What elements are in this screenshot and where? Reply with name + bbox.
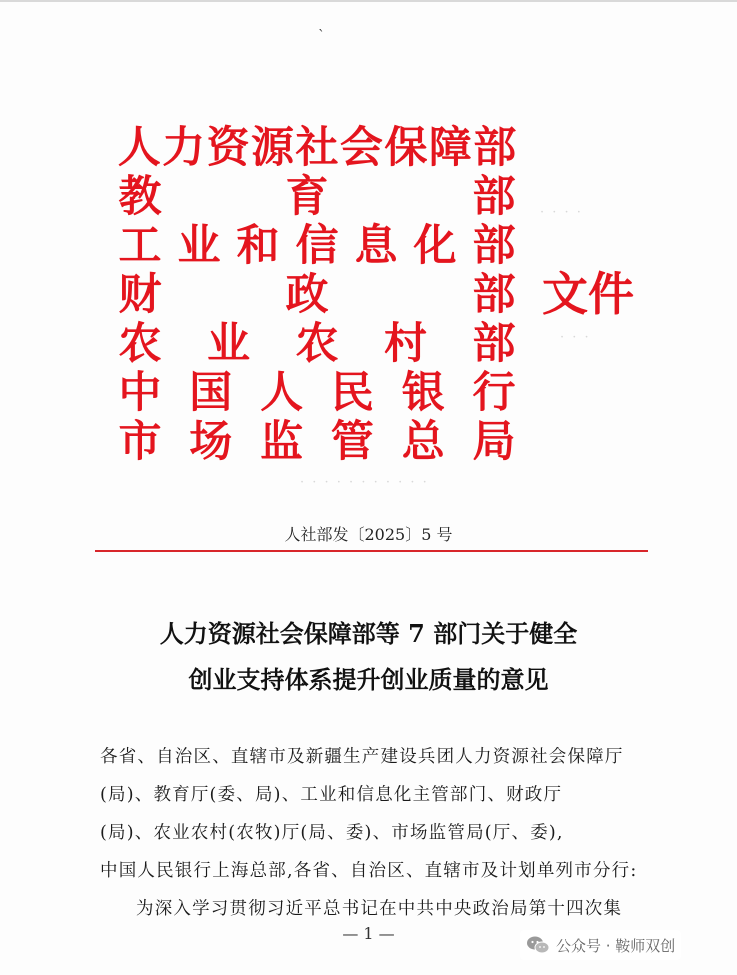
issuer-char: 部 <box>472 319 516 369</box>
issuer-char: 化 <box>413 221 457 271</box>
issuer-char: 部 <box>472 270 516 320</box>
bleed-through: · · · · · · · · · · · <box>300 475 429 490</box>
issuer-char: 民 <box>330 368 374 418</box>
issuer-char: 教 <box>118 172 162 222</box>
issuer-char: 育 <box>285 172 329 222</box>
issuer-char: 障 <box>428 123 472 173</box>
issuer-row <box>117 218 517 274</box>
issuer-char: 市 <box>118 417 162 467</box>
issuer-char: 社 <box>295 123 339 173</box>
top-border <box>0 0 737 2</box>
issuer-char: 监 <box>260 417 304 467</box>
body-line: (局)、教育厅(委、局)、工业和信息化主管部门、财政厅 <box>100 785 563 805</box>
body-line: 为深入学习贯彻习近平总书记在中共中央政治局第十四次集 <box>136 899 623 919</box>
issuer-char: 部 <box>473 123 517 173</box>
bleed-through: · · · <box>560 330 591 345</box>
issuer-char: 政 <box>285 270 329 320</box>
body-line: (局)、农业农村(农牧)厅(局、委)、市场监管局(厅、委), <box>100 823 564 843</box>
issuer-char: 信 <box>295 221 339 271</box>
issuer-char: 源 <box>251 123 295 173</box>
document-body <box>100 738 652 928</box>
page-number: — 1 — <box>342 924 395 943</box>
issuer-char: 人 <box>260 368 304 418</box>
issuer-row <box>117 414 517 470</box>
issuer-char: 部 <box>472 221 516 271</box>
issuer-char: 银 <box>401 368 445 418</box>
body-line: 中国人民银行上海总部,各省、自治区、直辖市及计划单列市分行: <box>100 861 638 881</box>
issuer-char: 村 <box>384 319 427 369</box>
issuer-char: 力 <box>162 123 206 173</box>
issuer-char: 财 <box>118 270 162 320</box>
issuer-char: 总 <box>401 417 445 467</box>
issuer-row <box>117 120 517 176</box>
issuer-char: 工 <box>118 221 162 271</box>
wechat-watermark <box>520 930 681 960</box>
issuer-char: 场 <box>189 417 233 467</box>
issuer-char: 和 <box>236 221 280 271</box>
issuer-row <box>117 267 517 323</box>
issuer-char: 息 <box>354 221 398 271</box>
issuer-char: 国 <box>189 368 233 418</box>
issuer-char: 行 <box>472 368 516 418</box>
scan-speck: ˋ <box>318 28 325 44</box>
issuer-row <box>117 169 517 225</box>
issuer-char: 资 <box>206 123 250 173</box>
file-heading: 文件 <box>542 267 634 321</box>
document-title-line-2: 创业支持体系提升创业质量的意见 <box>188 665 549 694</box>
issuer-char: 业 <box>177 221 221 271</box>
issuer-char: 保 <box>384 123 428 173</box>
bleed-through: · · · · <box>540 205 583 220</box>
body-line: 各省、自治区、直辖市及新疆生产建设兵团人力资源社会保障厅 <box>100 747 624 767</box>
watermark-text: 公众号 · 鞍师双创 <box>556 936 676 955</box>
issuer-char: 农 <box>295 319 339 369</box>
document-number: 人社部发〔2025〕5 号 <box>284 525 453 544</box>
issuer-char: 部 <box>472 172 516 222</box>
wechat-icon <box>526 935 550 955</box>
issuer-char: 会 <box>339 123 383 173</box>
document-title-line-1: 人力资源社会保障部等 7 部门关于健全 <box>159 619 578 648</box>
issuer-char: 局 <box>472 417 516 467</box>
issuer-char: 人 <box>117 123 161 173</box>
issuer-char: 管 <box>330 417 374 467</box>
red-separator-line <box>95 550 648 552</box>
issuer-char: 业 <box>207 319 250 369</box>
issuer-row <box>117 365 517 421</box>
issuer-row <box>117 316 517 372</box>
issuer-char: 农 <box>118 319 162 369</box>
issuer-char: 中 <box>118 368 162 418</box>
